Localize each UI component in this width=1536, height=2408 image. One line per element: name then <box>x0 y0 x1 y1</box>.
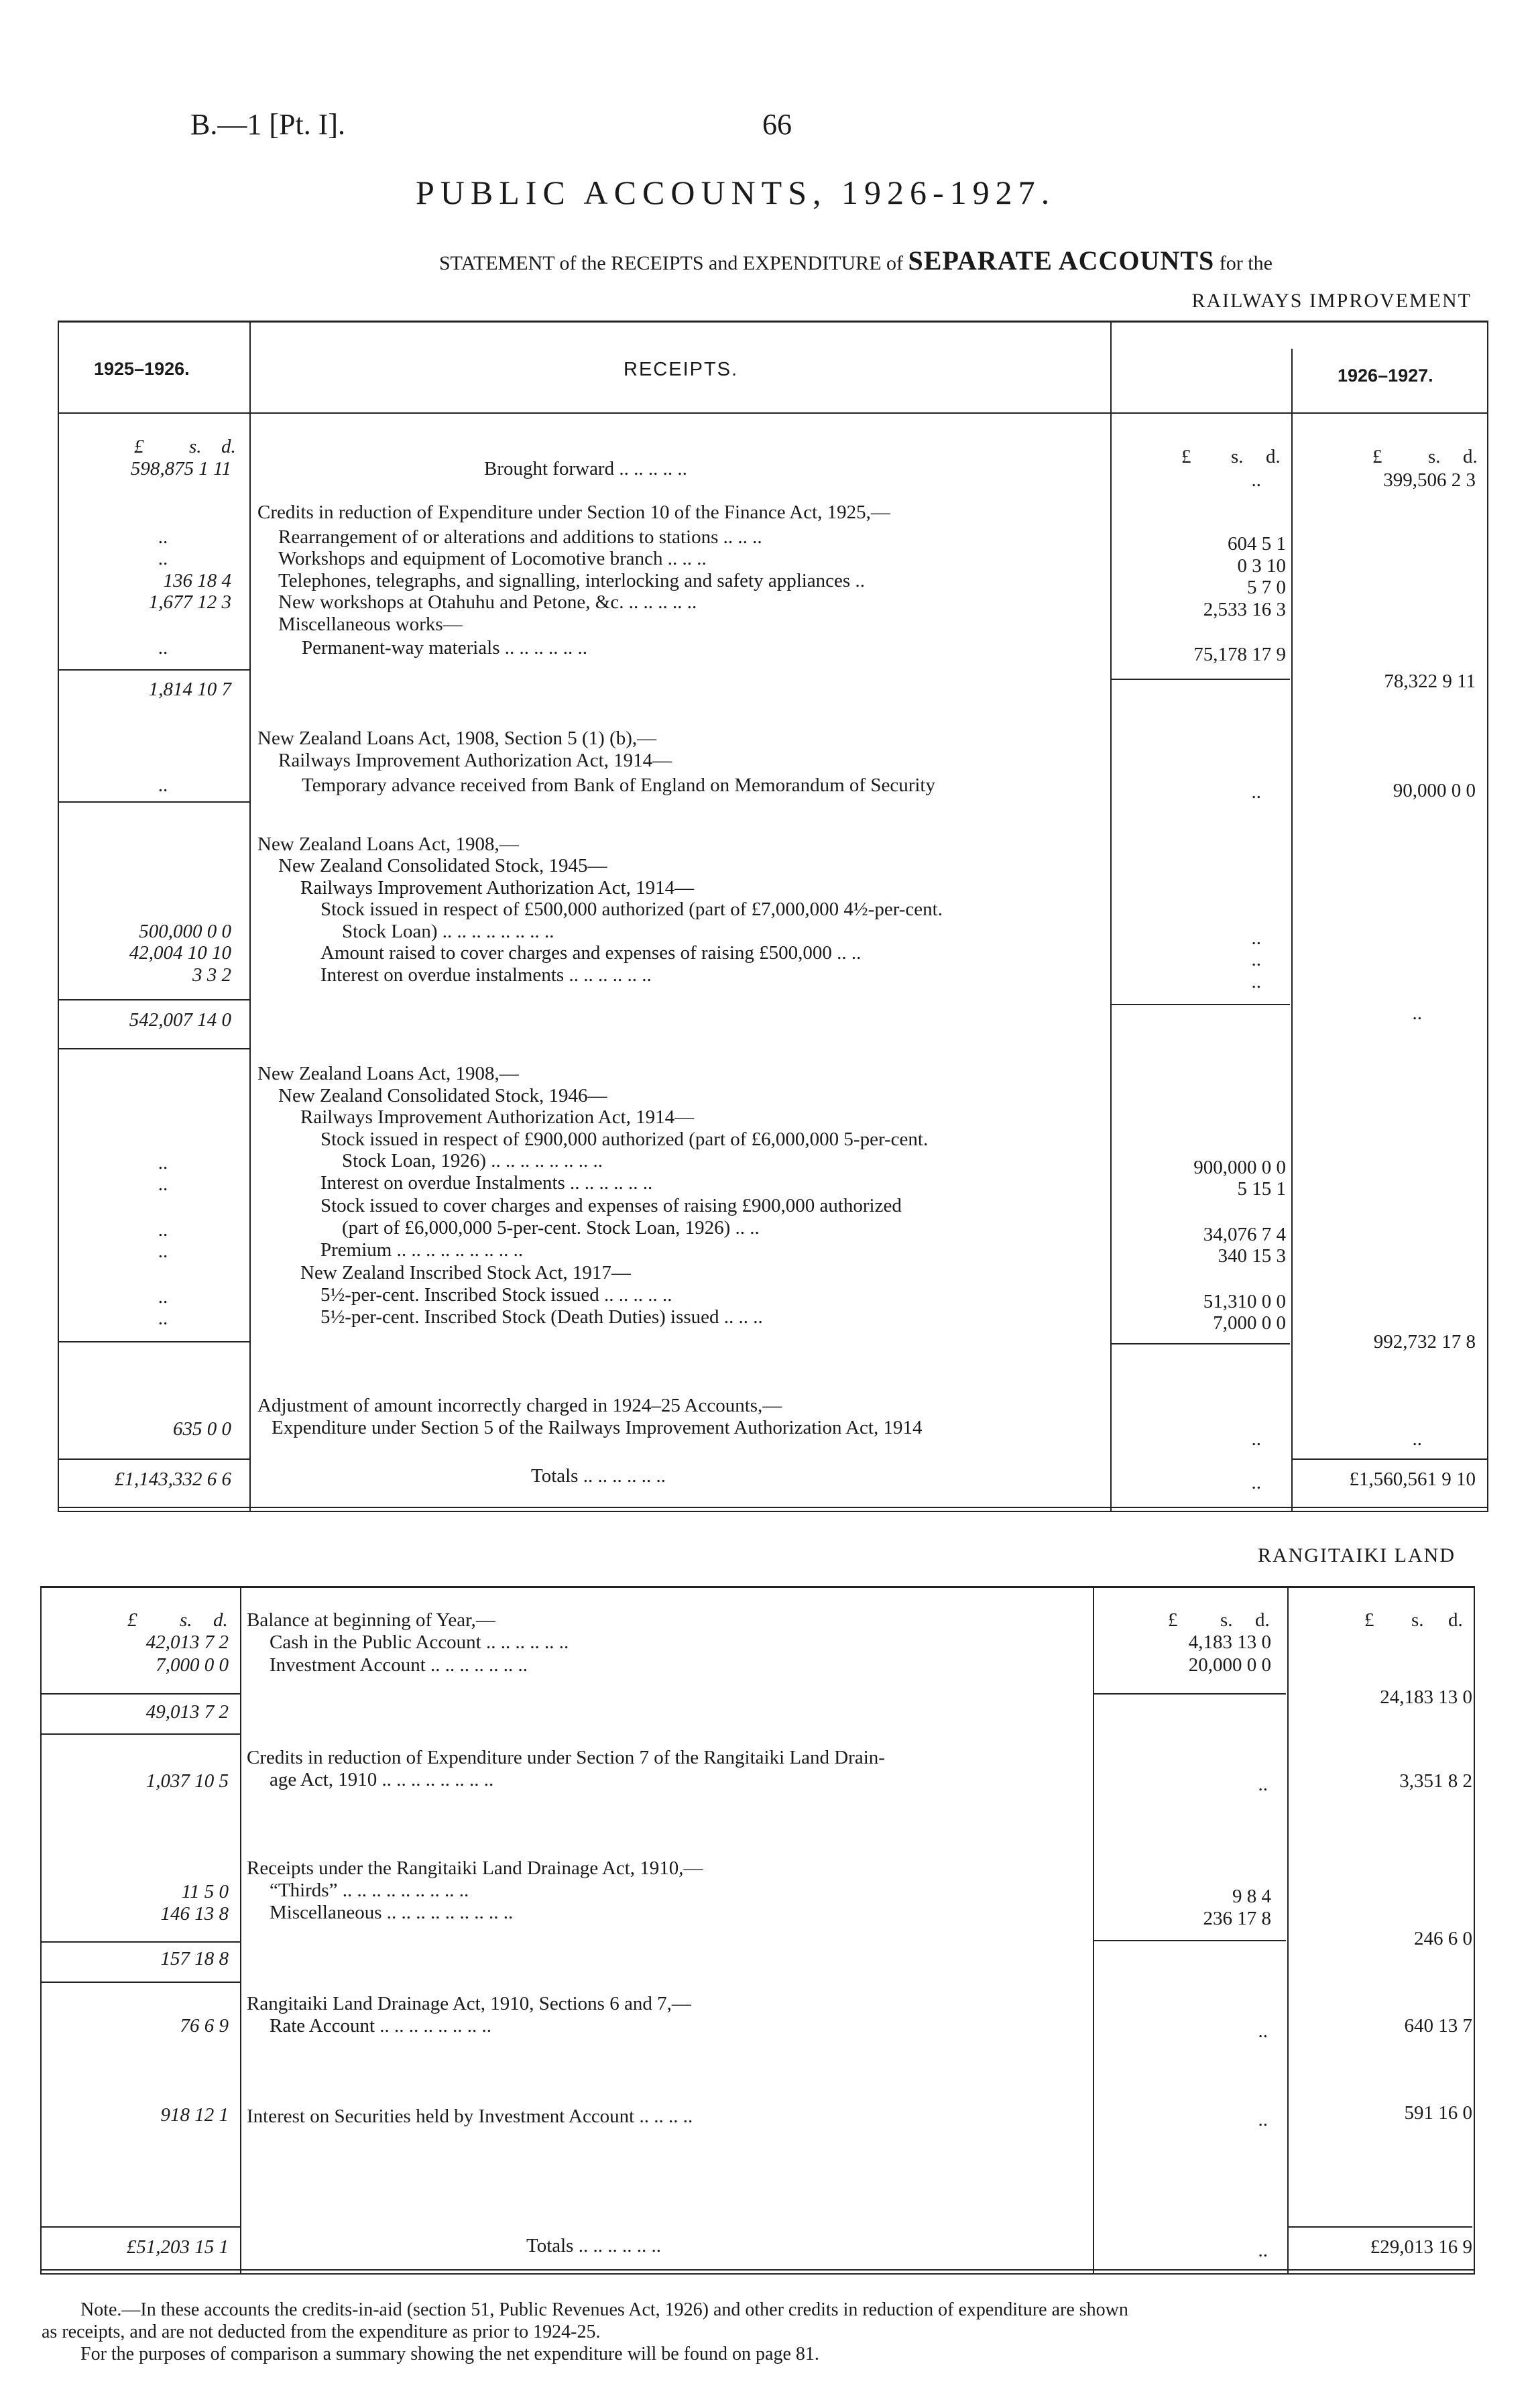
table2-top-rule <box>40 1586 1475 1588</box>
t1-r11-desc: Temporary advance received from Bank of England on Memorandum of Security <box>302 775 935 796</box>
statement-receipts: RECEIPTS <box>611 252 704 274</box>
t1-r5-detail: 2,533 16 3 <box>1203 599 1286 620</box>
t1-r16-desc: Stock Loan) .. .. .. .. .. .. .. .. <box>342 921 554 942</box>
t1-r30-detail: 51,310 0 0 <box>1203 1291 1286 1312</box>
table1-bottom-rule-b <box>58 1511 1488 1512</box>
t2-r12-total: 591 16 0 <box>1404 2102 1472 2124</box>
t1-r34-detail: .. <box>1251 1428 1261 1450</box>
t1-r2-detail: 604 5 1 <box>1228 533 1286 555</box>
t1-r8-total: 78,322 9 11 <box>1384 671 1476 692</box>
t1-r7-detail: 75,178 17 9 <box>1193 644 1286 665</box>
t2-r5-desc: age Act, 1910 .. .. .. .. .. .. .. .. <box>270 1769 494 1790</box>
t2-r8-prev: 146 13 8 <box>160 1903 229 1925</box>
t2-r8-detail: 236 17 8 <box>1203 1908 1271 1929</box>
table1-left-rule <box>58 321 59 1511</box>
t1-r24-prev: .. <box>158 1152 168 1173</box>
t1-r18-desc: Interest on overdue instalments .. .. .. .. .. .. <box>320 964 652 986</box>
t1-detail-subtotal-rule-3 <box>1112 1004 1290 1005</box>
account-title-rangitaiki: RANGITAIKI LAND <box>1257 1544 1456 1566</box>
t1-r25-prev: .. <box>158 1173 168 1195</box>
t1-r16-prev: 500,000 0 0 <box>139 921 231 942</box>
t1-totals-prev: £1,143,332 6 6 <box>115 1469 231 1490</box>
t2-r11-total: 640 13 7 <box>1404 2015 1472 2037</box>
t2-totals-desc: Totals .. .. .. .. .. .. <box>526 2235 661 2256</box>
table2-bottom-rule-a <box>40 2269 1475 2271</box>
t1-r28-prev: .. <box>158 1241 168 1262</box>
note-line-3: For the purposes of comparison a summary showing the net expenditure will be found on page 81. <box>80 2344 819 2364</box>
t2-detail-subtotal-rule-1 <box>1094 1693 1286 1695</box>
t1-prev-unit-d: d. <box>221 436 236 457</box>
t1-r33-desc: Adjustment of amount incorrectly charged in 1924–25 Accounts,— <box>257 1395 782 1416</box>
t1-r11-total: 90,000 0 0 <box>1393 780 1476 801</box>
t2-detail-unit-l: £ <box>1168 1609 1178 1631</box>
t1-r13-desc: New Zealand Consolidated Stock, 1945— <box>278 855 607 876</box>
t2-prev-unit-d: d. <box>213 1609 228 1631</box>
t2-prev-subtotal-rule-1 <box>40 1693 240 1695</box>
t1-detail-subtotal-rule-1 <box>1112 679 1290 680</box>
t2-r10-desc: Rangitaiki Land Drainage Act, 1910, Sections 6 and 7,— <box>247 1993 691 2014</box>
t1-prev-subtotal-rule-2 <box>58 801 249 803</box>
t2-r2-desc: Investment Account .. .. .. .. .. .. .. <box>270 1654 528 1676</box>
t2-r1-prev: 42,013 7 2 <box>145 1631 229 1653</box>
t1-r5-desc: New workshops at Otahuhu and Petone, &c. .. .. .. .. .. <box>278 591 697 613</box>
t1-r20-desc: New Zealand Loans Act, 1908,— <box>257 1063 519 1084</box>
page-reference: B.—1 [Pt. I]. <box>190 108 345 141</box>
t1-r22-desc: Railways Improvement Authorization Act, 1914— <box>300 1106 695 1128</box>
t2-r2-detail: 20,000 0 0 <box>1188 1654 1271 1676</box>
t1-r12-desc: New Zealand Loans Act, 1908,— <box>257 834 519 855</box>
t2-prev-subtotal-rule-3 <box>40 2226 240 2228</box>
t2-totals-prev: £51,203 15 1 <box>126 2236 229 2258</box>
t2-detail-subtotal-rule-2 <box>1094 1940 1286 1941</box>
t2-detail-unit-s: s. <box>1220 1609 1233 1631</box>
page-number: 66 <box>762 108 792 141</box>
t1-r30-prev: .. <box>158 1286 168 1308</box>
t1-prev-subtotal-rule-1 <box>58 669 249 671</box>
t1-detail-unit-s: s. <box>1231 446 1244 467</box>
t1-r2-desc: Rearrangement of or alterations and additions to stations .. .. .. <box>278 526 762 548</box>
t2-prev-unit-s: s. <box>180 1609 192 1631</box>
statement-and: and <box>703 252 743 274</box>
t2-r11-prev: 76 6 9 <box>180 2015 229 2037</box>
t1-r14-desc: Railways Improvement Authorization Act, 1914— <box>300 877 695 899</box>
t1-r29-desc: New Zealand Inscribed Stock Act, 1917— <box>300 1262 631 1283</box>
t1-r9-desc: New Zealand Loans Act, 1908, Section 5 (1) (b),— <box>257 728 657 749</box>
t1-r21-desc: New Zealand Consolidated Stock, 1946— <box>278 1085 607 1106</box>
t2-r12-detail: .. <box>1258 2109 1268 2130</box>
statement-heading <box>439 245 1273 276</box>
t1-r7-desc: Permanent-way materials .. .. .. .. .. .. <box>302 637 588 658</box>
t1-r4-desc: Telephones, telegraphs, and signalling, interlocking and safety appliances .. <box>278 570 865 591</box>
t2-r7-desc: “Thirds” .. .. .. .. .. .. .. .. .. <box>270 1880 469 1901</box>
t1-r3-desc: Workshops and equipment of Locomotive branch .. .. .. <box>278 548 707 569</box>
statement-separate-accounts: SEPARATE ACCOUNTS <box>908 245 1215 276</box>
t2-r6-desc: Receipts under the Rangitaiki Land Drainage Act, 1910,— <box>247 1857 703 1879</box>
note-line-2: as receipts, and are not deducted from the expenditure as prior to 1924-25. <box>42 2321 601 2342</box>
t2-prev-subtotal-rule-2 <box>40 1941 240 1943</box>
t2-r12-desc: Interest on Securities held by Investment Account .. .. .. .. <box>247 2106 693 2127</box>
t1-r25-desc: Interest on overdue Instalments .. .. .. .. .. .. <box>320 1172 653 1194</box>
t1-r3-detail: 0 3 10 <box>1237 555 1286 577</box>
t1-r18-detail: .. <box>1251 971 1261 992</box>
t1-r6-desc: Miscellaneous works— <box>278 614 463 635</box>
t1-total-subtotal-rule-6 <box>1291 1458 1487 1460</box>
t1-r31-prev: .. <box>158 1308 168 1329</box>
t1-prev-unit-s: s. <box>189 436 202 457</box>
t1-r28-desc: Premium .. .. .. .. .. .. .. .. .. <box>320 1239 524 1261</box>
t2-r1-desc: Cash in the Public Account .. .. .. .. .. .. <box>270 1631 569 1653</box>
t2-prev-subtotal-rule-2b <box>40 1982 240 1983</box>
t1-r0-total: 399,506 2 3 <box>1383 469 1476 491</box>
statement-expenditure: EXPENDITURE <box>742 252 882 274</box>
t1-r27-prev: .. <box>158 1219 168 1241</box>
t2-totals-total: £29,013 16 9 <box>1370 2236 1472 2258</box>
t2-detail-unit-d: d. <box>1255 1609 1270 1631</box>
t1-totals-desc: Totals .. .. .. .. .. .. <box>531 1465 666 1487</box>
t1-prev-subtotal-rule-6 <box>58 1458 249 1460</box>
t1-r11-detail: .. <box>1251 781 1261 803</box>
t1-r34-total: .. <box>1412 1428 1422 1450</box>
t1-prev-subtotal-rule-3 <box>58 999 249 1000</box>
t1-prev-unit-l: £ <box>134 436 144 457</box>
t1-r31-detail: 7,000 0 0 <box>1213 1312 1286 1334</box>
t2-prev-unit-l: £ <box>127 1609 137 1631</box>
statement-of: of the <box>554 252 611 274</box>
t2-r0-desc: Balance at beginning of Year,— <box>247 1609 495 1631</box>
statement-word: STATEMENT <box>439 252 555 274</box>
t1-r27-detail: 34,076 7 4 <box>1203 1224 1286 1245</box>
t1-r10-desc: Railways Improvement Authorization Act, 1914— <box>278 750 672 771</box>
table1-col3-rule <box>1291 349 1293 1511</box>
t1-detail-subtotal-rule-5 <box>1112 1343 1290 1344</box>
t1-r24-detail: 900,000 0 0 <box>1193 1157 1286 1178</box>
t2-prev-subtotal-rule-1b <box>40 1733 240 1735</box>
statement-for-the: for the <box>1214 252 1273 274</box>
t2-r3-total: 24,183 13 0 <box>1380 1686 1472 1708</box>
t1-r11-prev: .. <box>158 775 168 796</box>
t2-r7-prev: 11 5 0 <box>181 1881 229 1902</box>
t1-totals-total: £1,560,561 9 10 <box>1349 1469 1476 1490</box>
t1-r31-desc: 5½-per-cent. Inscribed Stock (Death Duties) issued .. .. .. <box>320 1306 763 1328</box>
t2-total-unit-s: s. <box>1411 1609 1424 1631</box>
t2-r3-prev: 49,013 7 2 <box>145 1701 229 1723</box>
table2-left-rule <box>40 1586 42 2273</box>
t2-r5-total: 3,351 8 2 <box>1399 1770 1472 1792</box>
t1-r4-prev: 136 18 4 <box>163 570 231 591</box>
t1-r23-desc: Stock issued in respect of £900,000 authorized (part of £6,000,000 5-per-cent. <box>320 1129 929 1150</box>
t2-r9-prev: 157 18 8 <box>160 1948 229 1969</box>
t2-r11-desc: Rate Account .. .. .. .. .. .. .. .. <box>270 2015 492 2037</box>
t2-r12-prev: 918 12 1 <box>160 2104 229 2126</box>
table2-col3-rule <box>1287 1586 1289 2273</box>
t2-r5-detail: .. <box>1258 1774 1268 1795</box>
t1-r7-prev: .. <box>158 637 168 658</box>
t1-r18-prev: 3 3 2 <box>192 964 231 986</box>
t1-total-unit-l: £ <box>1372 446 1382 467</box>
t1-r19-prev: 542,007 14 0 <box>129 1009 231 1031</box>
table1-top-rule <box>58 321 1488 323</box>
table1-right-rule <box>1487 321 1488 1511</box>
t1-r24-desc: Stock Loan, 1926) .. .. .. .. .. .. .. .. <box>342 1150 603 1171</box>
t2-total-unit-d: d. <box>1448 1609 1463 1631</box>
t2-r1-detail: 4,183 13 0 <box>1188 1631 1271 1653</box>
t1-r0-desc: Brought forward .. .. .. .. .. <box>484 458 687 479</box>
statement-of-2: of <box>881 252 908 274</box>
t1-prev-subtotal-rule-5 <box>58 1341 249 1342</box>
t1-total-unit-d: d. <box>1463 446 1478 467</box>
t2-r4-desc: Credits in reduction of Expenditure under Section 7 of the Rangitaiki Land Drain- <box>247 1747 885 1768</box>
t1-r30-desc: 5½-per-cent. Inscribed Stock issued .. .. .. .. .. <box>320 1284 672 1306</box>
t1-r17-prev: 42,004 10 10 <box>129 942 231 964</box>
t1-r0-prev: 598,875 1 11 <box>130 458 231 479</box>
t1-total-unit-s: s. <box>1428 446 1441 467</box>
t1-r0-detail: .. <box>1251 469 1261 491</box>
note-line-1: Note.—In these accounts the credits-in-aid (section 51, Public Revenues Act, 1926) and other credits in reduction of expenditure are shown <box>80 2299 1128 2320</box>
t2-r7-detail: 9 8 4 <box>1232 1886 1271 1907</box>
table2-col1-rule <box>240 1586 241 2273</box>
t1-totals-detail: .. <box>1251 1472 1261 1493</box>
t1-r32-total: 992,732 17 8 <box>1373 1331 1476 1353</box>
t1-r19-total: .. <box>1412 1002 1422 1024</box>
t1-detail-unit-d: d. <box>1266 446 1281 467</box>
t2-r2-prev: 7,000 0 0 <box>156 1654 229 1676</box>
table1-bottom-rule-a <box>58 1507 1488 1508</box>
table2-col2-rule <box>1093 1586 1094 2273</box>
t1-r15-desc: Stock issued in respect of £500,000 authorized (part of £7,000,000 4½-per-cent. <box>320 899 943 920</box>
t1-r2-prev: .. <box>158 526 168 548</box>
t1-prev-subtotal-rule-4 <box>58 1048 249 1049</box>
t1-r17-detail: .. <box>1251 949 1261 970</box>
t1-detail-unit-l: £ <box>1181 446 1191 467</box>
t1-r5-prev: 1,677 12 3 <box>148 591 231 613</box>
t1-r3-prev: .. <box>158 548 168 569</box>
t1-r16-detail: .. <box>1251 927 1261 949</box>
t1-col-header-receipts: RECEIPTS. <box>624 359 739 380</box>
table1-col2-rule <box>1110 321 1112 1511</box>
page-title: PUBLIC ACCOUNTS, 1926-1927. <box>416 174 1056 211</box>
t2-r8-desc: Miscellaneous .. .. .. .. .. .. .. .. .. <box>270 1902 514 1923</box>
t2-r9-total: 246 6 0 <box>1414 1928 1472 1949</box>
t1-r4-detail: 5 7 0 <box>1247 577 1286 598</box>
t1-r27-desc: (part of £6,000,000 5-per-cent. Stock Loan, 1926) .. .. <box>342 1217 760 1239</box>
t1-r25-detail: 5 15 1 <box>1237 1178 1286 1200</box>
t2-total-unit-l: £ <box>1364 1609 1374 1631</box>
t1-r28-detail: 340 15 3 <box>1218 1245 1286 1267</box>
t1-col-header-curr-year: 1926–1927. <box>1338 365 1433 386</box>
table2-bottom-rule-b <box>40 2273 1475 2275</box>
t1-r1-desc: Credits in reduction of Expenditure under Section 10 of the Finance Act, 1925,— <box>257 502 890 523</box>
table2-right-rule <box>1474 1586 1475 2273</box>
t2-total-subtotal-rule-3 <box>1289 2226 1472 2228</box>
table1-col1-rule <box>249 321 251 1511</box>
t1-col-header-prev-year: 1925–1926. <box>94 359 190 379</box>
t2-totals-detail: .. <box>1258 2240 1268 2261</box>
account-title-railways: RAILWAYS IMPROVEMENT <box>1191 290 1472 312</box>
t2-r5-prev: 1,037 10 5 <box>145 1770 229 1792</box>
t1-r34-prev: 635 0 0 <box>173 1418 231 1440</box>
t2-r11-detail: .. <box>1258 2020 1268 2042</box>
t1-r26-desc: Stock issued to cover charges and expenses of raising £900,000 authorized <box>320 1195 902 1216</box>
table1-header-rule <box>58 412 1488 414</box>
t1-r17-desc: Amount raised to cover charges and expenses of raising £500,000 .. .. <box>320 942 862 964</box>
t1-r34-desc: Expenditure under Section 5 of the Railways Improvement Authorization Act, 1914 <box>272 1417 923 1438</box>
t1-r8-prev: 1,814 10 7 <box>148 679 231 700</box>
